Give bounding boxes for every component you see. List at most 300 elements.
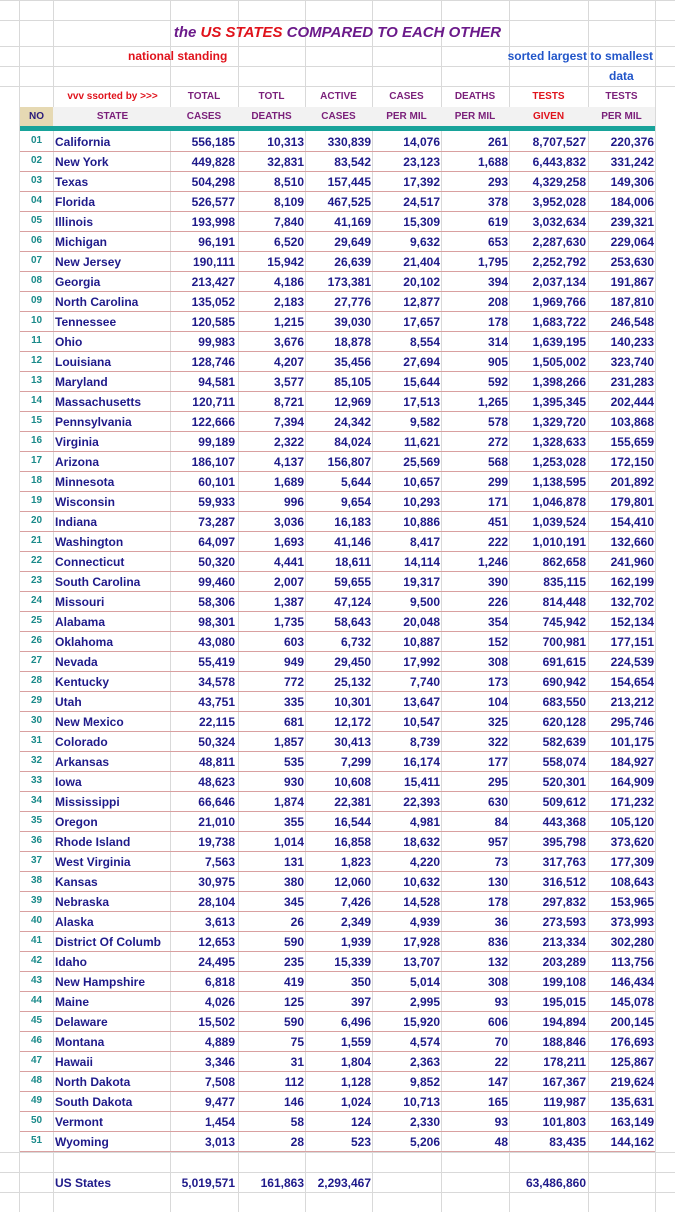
tests-given: 1,969,766	[532, 295, 586, 309]
total-cases: 66,646	[198, 795, 235, 809]
cases-per-mil: 25,569	[403, 455, 440, 469]
active-cases: 1,128	[340, 1075, 371, 1089]
row-number: 14	[30, 395, 43, 406]
tests-per-mil: 187,810	[610, 295, 654, 309]
cases-per-mil: 2,995	[409, 995, 440, 1009]
deaths-per-mil: 104	[487, 695, 508, 709]
active-cases: 2,349	[340, 915, 371, 929]
tests-per-mil: 231,283	[610, 375, 654, 389]
total-deaths: 26	[290, 915, 304, 929]
tests-per-mil: 184,927	[610, 755, 654, 769]
cases-per-mil: 23,123	[403, 155, 440, 169]
tests-per-mil: 103,868	[610, 415, 654, 429]
deaths-per-mil: 173	[487, 675, 508, 689]
cases-per-mil: 13,647	[403, 695, 440, 709]
active-cases: 25,132	[334, 675, 371, 689]
cases-per-mil: 14,076	[403, 135, 440, 149]
tests-given: 814,448	[542, 595, 586, 609]
table-row	[0, 252, 675, 272]
deaths-per-mil: 295	[487, 775, 508, 789]
tests-per-mil: 201,892	[610, 475, 654, 489]
active-cases: 47,124	[334, 595, 371, 609]
state-name: Oregon	[55, 815, 98, 829]
grid-line	[0, 20, 675, 21]
row-number: 38	[30, 875, 43, 886]
table-row	[0, 612, 675, 632]
total-deaths: 4,441	[273, 555, 304, 569]
tests-per-mil: 164,909	[610, 775, 654, 789]
table-row	[0, 912, 675, 932]
active-cases: 7,426	[340, 895, 371, 909]
deaths-per-mil: 261	[487, 135, 508, 149]
active-cases: 467,525	[327, 195, 371, 209]
cases-per-mil: 27,694	[403, 355, 440, 369]
total-deaths: 28	[290, 1135, 304, 1149]
total-deaths: 8,109	[273, 195, 304, 209]
tests-per-mil: 331,242	[610, 155, 654, 169]
tests-given: 195,015	[542, 995, 586, 1009]
row-number: 41	[30, 935, 43, 946]
active-cases: 12,969	[334, 395, 371, 409]
state-name: Texas	[55, 175, 89, 189]
cases-per-mil: 17,392	[403, 175, 440, 189]
tests-per-mil: 154,654	[610, 675, 654, 689]
tests-given: 199,108	[542, 975, 586, 989]
deaths-per-mil: 578	[487, 415, 508, 429]
tests-per-mil: 172,150	[610, 455, 654, 469]
row-number: 11	[31, 335, 42, 346]
active-cases: 173,381	[327, 275, 371, 289]
active-cases: 1,823	[340, 855, 371, 869]
deaths-per-mil: 165	[487, 1095, 508, 1109]
table-row	[0, 1052, 675, 1072]
deaths-per-mil: 957	[487, 835, 508, 849]
deaths-per-mil: 1,688	[477, 155, 508, 169]
row-number: 44	[30, 995, 43, 1006]
cases-per-mil: 22,393	[403, 795, 440, 809]
state-name: District Of Columb	[55, 935, 162, 949]
table-row	[0, 872, 675, 892]
table-row	[0, 792, 675, 812]
grid-line	[0, 86, 675, 87]
table-row	[0, 972, 675, 992]
tests-per-mil: 184,006	[610, 195, 654, 209]
tests-given: 1,505,002	[532, 355, 586, 369]
active-cases: 58,643	[334, 615, 371, 629]
header-cases: CASES	[389, 91, 424, 102]
total-cases: 73,287	[198, 515, 235, 529]
state-name: Arizona	[55, 455, 100, 469]
total-deaths: 535	[283, 755, 304, 769]
state-name: Georgia	[55, 275, 101, 289]
total-cases: 34,578	[198, 675, 235, 689]
cases-per-mil: 4,981	[409, 815, 440, 829]
state-name: Oklahoma	[55, 635, 114, 649]
state-name: Maryland	[55, 375, 108, 389]
deaths-per-mil: 378	[487, 195, 508, 209]
deaths-per-mil: 272	[487, 435, 508, 449]
header-state: STATE	[96, 111, 129, 122]
tests-per-mil: 149,306	[610, 175, 654, 189]
row-number: 04	[30, 195, 43, 206]
total-cases: 58,306	[198, 595, 235, 609]
state-name: Rhode Island	[55, 835, 131, 849]
deaths-per-mil: 451	[487, 515, 508, 529]
table-row	[0, 952, 675, 972]
grid-line	[0, 0, 675, 1]
deaths-per-mil: 22	[494, 1055, 508, 1069]
deaths-per-mil: 299	[487, 475, 508, 489]
tests-given: 1,138,595	[532, 475, 586, 489]
table-row	[0, 392, 675, 412]
grid-line	[0, 1152, 675, 1153]
deaths-per-mil: 48	[494, 1135, 508, 1149]
active-cases: 22,381	[334, 795, 371, 809]
total-cases: 4,889	[204, 1035, 235, 1049]
total-cases: 213,427	[191, 275, 235, 289]
total-deaths: 2,183	[273, 295, 304, 309]
table-row	[0, 152, 675, 172]
active-cases: 85,105	[334, 375, 371, 389]
deaths-per-mil: 568	[487, 455, 508, 469]
tests-given: 683,550	[542, 695, 586, 709]
sheet-title	[0, 24, 675, 44]
tests-given: 835,115	[543, 575, 586, 589]
tests-per-mil: 155,659	[610, 435, 654, 449]
deaths-per-mil: 836	[487, 935, 508, 949]
state-name: Alaska	[55, 915, 94, 929]
total-deaths: 603	[283, 635, 304, 649]
header-deaths-per-mil: PER MIL	[454, 111, 496, 122]
state-name: Ohio	[55, 335, 83, 349]
total-cases: 43,080	[198, 635, 235, 649]
table-row	[0, 672, 675, 692]
title-rest: COMPARED TO EACH OTHER	[286, 24, 502, 41]
row-number: 32	[30, 755, 43, 766]
total-deaths: 1,735	[273, 615, 304, 629]
total-cases: 55,419	[198, 655, 235, 669]
tests-given: 691,615	[542, 655, 586, 669]
table-row	[0, 472, 675, 492]
state-name: Vermont	[55, 1115, 104, 1129]
tests-given: 101,803	[542, 1115, 586, 1129]
tests-per-mil: 246,548	[610, 315, 654, 329]
title-highlight: US STATES	[200, 24, 283, 41]
state-name: North Dakota	[55, 1075, 131, 1089]
deaths-per-mil: 93	[494, 1115, 508, 1129]
tests-per-mil: 191,867	[610, 275, 654, 289]
total-deaths: 32,831	[267, 155, 304, 169]
total-deaths: 15,942	[267, 255, 304, 269]
total-deaths: 930	[283, 775, 304, 789]
cases-per-mil: 10,632	[403, 875, 440, 889]
total-deaths: 8,721	[273, 395, 304, 409]
total-cases: 135,052	[191, 295, 235, 309]
deaths-per-mil: 325	[487, 715, 508, 729]
active-cases: 6,732	[340, 635, 371, 649]
active-cases: 30,413	[334, 735, 371, 749]
total-deaths: 996	[283, 495, 304, 509]
cases-per-mil: 10,887	[403, 635, 440, 649]
total-cases: 120,711	[192, 395, 235, 409]
deaths-per-mil: 171	[487, 495, 508, 509]
deaths-per-mil: 1,246	[477, 555, 508, 569]
tests-per-mil: 132,702	[610, 595, 654, 609]
active-cases: 24,342	[334, 415, 371, 429]
cases-per-mil: 10,293	[403, 495, 440, 509]
active-cases: 84,024	[334, 435, 371, 449]
active-cases: 16,183	[334, 515, 371, 529]
state-name: Virginia	[55, 435, 99, 449]
deaths-per-mil: 308	[487, 655, 508, 669]
row-number: 43	[30, 975, 43, 986]
row-number: 48	[30, 1075, 43, 1086]
header-tests: TESTS	[532, 91, 565, 102]
tests-per-mil: 163,149	[610, 1115, 654, 1129]
total-cases: 50,324	[198, 735, 235, 749]
header-active: ACTIVE	[320, 91, 357, 102]
tests-given: 194,894	[542, 1015, 586, 1029]
row-number: 49	[30, 1095, 43, 1106]
row-number: 28	[30, 675, 43, 686]
state-name: New Jersey	[55, 255, 122, 269]
table-row	[0, 192, 675, 212]
active-cases: 157,445	[327, 175, 371, 189]
total-cases: 122,666	[191, 415, 235, 429]
active-cases: 156,807	[327, 455, 371, 469]
header-divider	[20, 126, 655, 131]
cases-per-mil: 15,644	[403, 375, 440, 389]
deaths-per-mil: 178	[487, 895, 508, 909]
tests-given: 582,639	[542, 735, 586, 749]
total-deaths: 146	[283, 1095, 304, 1109]
active-cases: 18,611	[334, 555, 371, 569]
tests-per-mil: 176,693	[610, 1035, 654, 1049]
tests-given: 1,328,633	[532, 435, 586, 449]
row-number: 34	[30, 795, 43, 806]
total-deaths: 1,215	[273, 315, 304, 329]
row-number: 03	[30, 175, 43, 186]
total-deaths: 335	[283, 695, 304, 709]
tests-per-mil: 171,232	[610, 795, 654, 809]
tests-per-mil: 125,867	[610, 1055, 654, 1069]
total-cases: 48,623	[198, 775, 235, 789]
total-cases: 28,104	[198, 895, 235, 909]
total-cases: 99,460	[198, 575, 235, 589]
header-cases-per-mil: PER MIL	[386, 111, 427, 122]
deaths-per-mil: 130	[487, 875, 508, 889]
deaths-per-mil: 93	[494, 995, 508, 1009]
table-row	[0, 212, 675, 232]
tests-per-mil: 224,539	[610, 655, 654, 669]
tests-given: 443,368	[542, 815, 586, 829]
table-row	[0, 772, 675, 792]
header-totl: TOTL	[258, 91, 285, 102]
totals-active: 2,293,467	[317, 1176, 371, 1190]
state-name: Pennsylvania	[55, 415, 132, 429]
tests-per-mil: 108,643	[610, 875, 654, 889]
total-cases: 190,111	[192, 255, 235, 269]
subtitle-national-standing: national standing	[128, 49, 228, 63]
tests-per-mil: 323,740	[610, 355, 654, 369]
header-deaths: DEATHS	[454, 91, 496, 102]
row-number: 51	[30, 1135, 43, 1146]
table-row	[0, 652, 675, 672]
table-row	[0, 852, 675, 872]
table-row	[0, 1012, 675, 1032]
tests-per-mil: 145,078	[610, 995, 654, 1009]
active-cases: 124	[350, 1115, 371, 1129]
table-row	[0, 732, 675, 752]
state-name: Washington	[55, 535, 124, 549]
total-deaths: 345	[283, 895, 304, 909]
total-deaths: 1,874	[273, 795, 304, 809]
active-cases: 397	[350, 995, 371, 1009]
header-active-cases: CASES	[321, 111, 356, 122]
deaths-per-mil: 132	[487, 955, 508, 969]
total-cases: 193,998	[191, 215, 235, 229]
deaths-per-mil: 226	[487, 595, 508, 609]
active-cases: 12,172	[334, 715, 371, 729]
row-number: 50	[30, 1115, 43, 1126]
active-cases: 330,839	[327, 135, 371, 149]
active-cases: 5,644	[340, 475, 371, 489]
cases-per-mil: 4,939	[409, 915, 440, 929]
state-name: New Mexico	[55, 715, 124, 729]
total-deaths: 131	[283, 855, 304, 869]
state-name: North Carolina	[55, 295, 139, 309]
cases-per-mil: 9,582	[409, 415, 440, 429]
total-deaths: 2,007	[273, 575, 304, 589]
tests-per-mil: 295,746	[610, 715, 654, 729]
tests-per-mil: 177,151	[610, 635, 654, 649]
cases-per-mil: 15,309	[403, 215, 440, 229]
total-cases: 6,818	[204, 975, 235, 989]
total-cases: 50,320	[198, 555, 235, 569]
state-name: California	[55, 135, 111, 149]
table-row	[0, 1032, 675, 1052]
sort-hint: vvv ssorted by >>>	[67, 91, 158, 102]
tests-per-mil: 144,162	[610, 1135, 654, 1149]
table-row	[0, 352, 675, 372]
tests-given: 1,046,878	[532, 495, 586, 509]
total-cases: 64,097	[198, 535, 235, 549]
row-number: 31	[30, 735, 43, 746]
tests-given: 3,952,028	[532, 195, 586, 209]
state-name: Idaho	[55, 955, 87, 969]
total-cases: 24,495	[198, 955, 235, 969]
cases-per-mil: 17,513	[403, 395, 440, 409]
tests-given: 213,334	[542, 935, 586, 949]
row-number: 42	[30, 955, 43, 966]
row-number: 36	[30, 835, 43, 846]
active-cases: 39,030	[334, 315, 371, 329]
total-deaths: 112	[284, 1075, 304, 1089]
total-cases: 12,653	[198, 935, 235, 949]
state-name: Alabama	[55, 615, 106, 629]
deaths-per-mil: 1,265	[477, 395, 508, 409]
table-row	[0, 332, 675, 352]
row-number: 02	[30, 155, 43, 166]
total-cases: 7,563	[204, 855, 235, 869]
active-cases: 6,496	[340, 1015, 371, 1029]
row-number: 47	[30, 1055, 43, 1066]
total-deaths: 1,387	[273, 595, 304, 609]
active-cases: 18,878	[334, 335, 371, 349]
row-number: 30	[30, 715, 43, 726]
cases-per-mil: 5,206	[409, 1135, 440, 1149]
active-cases: 1,804	[340, 1055, 371, 1069]
cases-per-mil: 15,411	[403, 775, 440, 789]
totals-label: US States	[55, 1176, 112, 1190]
tests-given: 509,612	[542, 795, 586, 809]
total-cases: 4,026	[204, 995, 235, 1009]
deaths-per-mil: 73	[494, 855, 508, 869]
total-deaths: 772	[283, 675, 304, 689]
row-number: 25	[30, 615, 43, 626]
table-row	[0, 1072, 675, 1092]
header-deaths: DEATHS	[251, 111, 292, 122]
tests-per-mil: 113,756	[611, 955, 654, 969]
header-tests-per-mil: PER MIL	[601, 111, 642, 122]
row-number: 19	[30, 495, 43, 506]
table-row	[0, 512, 675, 532]
deaths-per-mil: 1,795	[477, 255, 508, 269]
total-cases: 3,013	[204, 1135, 235, 1149]
total-deaths: 4,137	[273, 455, 304, 469]
tests-per-mil: 241,960	[610, 555, 654, 569]
subtitle-sorted: sorted largest to smallest	[507, 49, 653, 63]
total-deaths: 7,394	[273, 415, 304, 429]
total-deaths: 3,577	[273, 375, 304, 389]
table-row	[0, 172, 675, 192]
cases-per-mil: 14,528	[403, 895, 440, 909]
tests-given: 1,329,720	[532, 415, 586, 429]
cases-per-mil: 9,500	[409, 595, 440, 609]
row-number: 40	[30, 915, 43, 926]
state-name: Delaware	[55, 1015, 108, 1029]
tests-per-mil: 162,199	[610, 575, 654, 589]
deaths-per-mil: 177	[487, 755, 508, 769]
title-prefix: the	[173, 24, 197, 41]
tests-per-mil: 219,624	[610, 1075, 654, 1089]
total-deaths: 2,322	[273, 435, 304, 449]
totals-deaths: 161,863	[260, 1176, 304, 1190]
tests-given: 297,832	[542, 895, 586, 909]
table-row	[0, 232, 675, 252]
tests-per-mil: 105,120	[610, 815, 654, 829]
state-name: Massachusetts	[55, 395, 142, 409]
deaths-per-mil: 208	[487, 295, 508, 309]
active-cases: 27,776	[334, 295, 371, 309]
active-cases: 29,450	[334, 655, 371, 669]
table-row	[0, 892, 675, 912]
tests-per-mil: 140,233	[610, 335, 654, 349]
cases-per-mil: 15,920	[403, 1015, 440, 1029]
total-deaths: 1,689	[273, 475, 304, 489]
row-number: 33	[30, 775, 43, 786]
cases-per-mil: 17,657	[403, 315, 440, 329]
table-row	[0, 492, 675, 512]
tests-per-mil: 373,993	[610, 915, 654, 929]
total-cases: 3,613	[204, 915, 235, 929]
row-number: 26	[30, 635, 43, 646]
total-deaths: 355	[283, 815, 304, 829]
tests-per-mil: 220,376	[610, 135, 654, 149]
tests-given: 520,301	[542, 775, 586, 789]
header-tests-2: TESTS	[605, 91, 638, 102]
grid-line	[0, 66, 675, 67]
